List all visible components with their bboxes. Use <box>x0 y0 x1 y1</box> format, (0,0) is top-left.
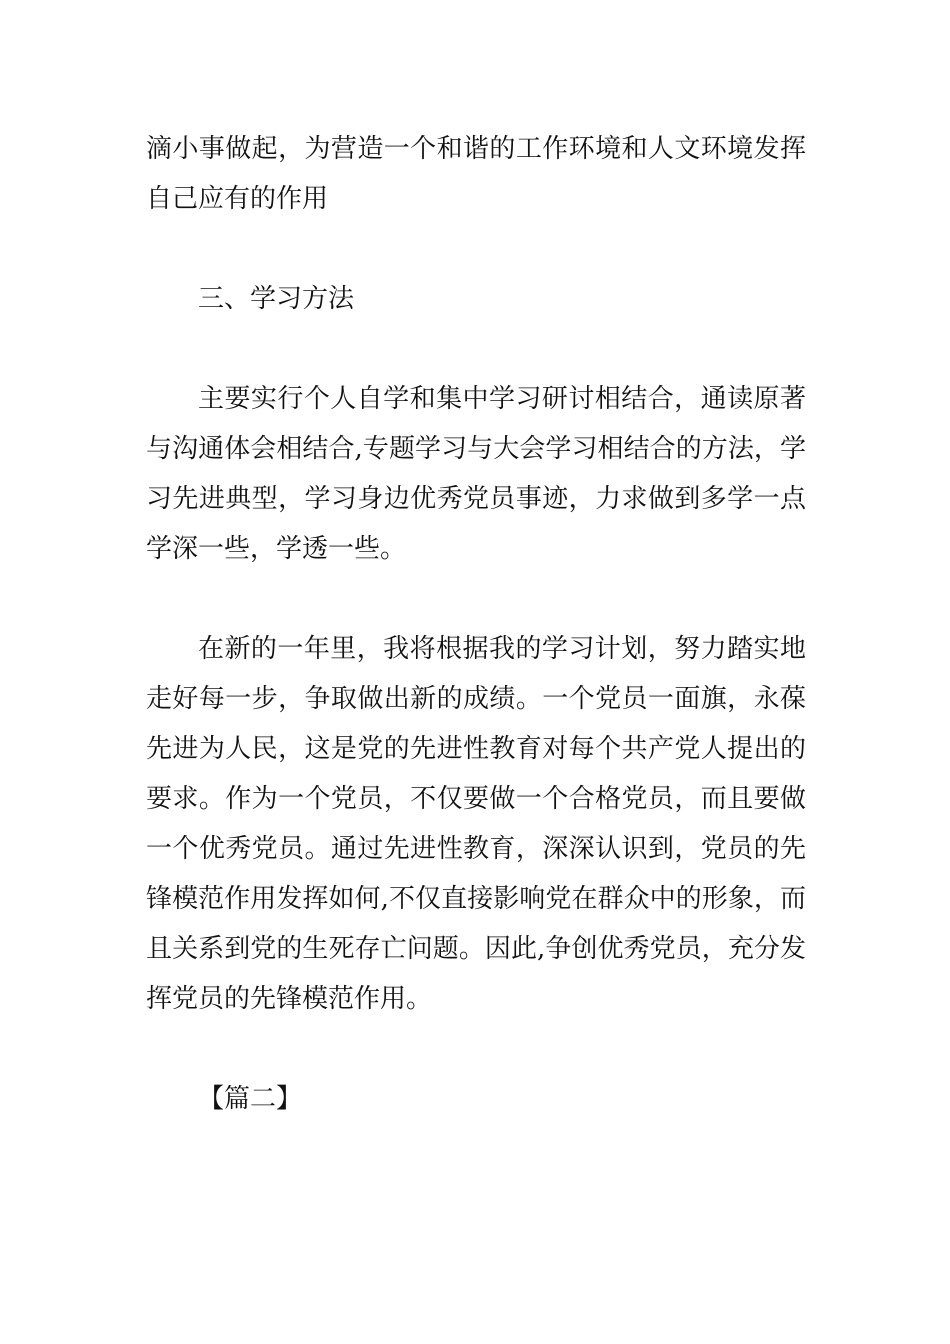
text-line: 自己应有的作用 <box>146 184 329 214</box>
paragraph-conclusion <box>146 624 806 1024</box>
text-line: 习先进典型，学习身边优秀党员事迹，力求做到多学一点 <box>146 484 806 514</box>
heading-text: 【篇二】 <box>198 1084 303 1114</box>
document-page <box>146 124 806 1124</box>
paragraph-gap <box>146 574 806 624</box>
paragraph-continuation <box>146 124 806 224</box>
text-line: 与沟通体会相结合,专题学习与大会学习相结合的方法，学 <box>146 434 806 464</box>
paragraph-gap <box>146 1024 806 1074</box>
text-line: 且关系到党的生死存亡问题。因此,争创优秀党员，充分发 <box>146 934 806 964</box>
text-line: 要求。作为一个党员，不仅要做一个合格党员，而且要做 <box>146 784 806 814</box>
text-line: 先进为人民，这是党的先进性教育对每个共产党人提出的 <box>146 734 806 764</box>
text-line: 一个优秀党员。通过先进性教育，深深认识到，党员的先 <box>146 834 806 864</box>
text-line: 锋模范作用发挥如何,不仅直接影响党在群众中的形象，而 <box>146 884 806 914</box>
paragraph-gap <box>146 224 806 274</box>
paragraph-gap <box>146 324 806 374</box>
text-line: 滴小事做起，为营造一个和谐的工作环境和人文环境发挥 <box>146 134 806 164</box>
text-line: 走好每一步，争取做出新的成绩。一个党员一面旗，永葆 <box>146 684 806 714</box>
paragraph-method <box>146 374 806 574</box>
section-heading <box>146 274 806 324</box>
part-two-heading <box>146 1074 806 1124</box>
text-line: 主要实行个人自学和集中学习研讨相结合，通读原著 <box>198 384 806 414</box>
text-line: 在新的一年里，我将根据我的学习计划，努力踏实地 <box>198 634 806 664</box>
text-line: 学深一些，学透一些。 <box>146 534 407 564</box>
text-line: 挥党员的先锋模范作用。 <box>146 984 433 1014</box>
heading-text: 三、学习方法 <box>198 284 355 314</box>
